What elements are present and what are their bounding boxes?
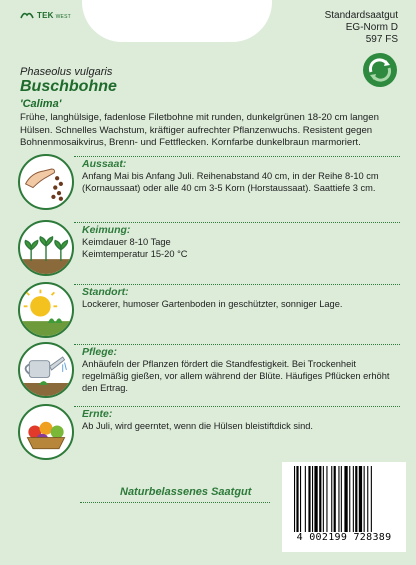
- section-text: Keimdauer 8-10 Tage Keimtemperatur 15-20 °C: [82, 237, 188, 259]
- green-dot-recycling-icon: [362, 52, 398, 88]
- barcode-bar: [344, 466, 347, 532]
- product-name: Buschbohne: [20, 78, 117, 95]
- section-divider: [74, 222, 400, 223]
- section-text: Anfang Mai bis Anfang Juli. Reihenabstand 40 cm, in der Reihe 8-10 cm (Kornaussaat) oder alle 40 cm 3-5 Korn (Horstaussaat). Saattiefe 3 cm.: [82, 171, 379, 193]
- section-text: Lockerer, humoser Gartenboden in geschützter, sonniger Lage.: [82, 299, 343, 309]
- barcode-bar: [308, 466, 310, 532]
- tagline: Naturbelassenes Saatgut: [120, 486, 252, 498]
- section-divider: [74, 156, 400, 157]
- barcode-bar: [355, 466, 357, 532]
- product-description: Frühe, langhülsige, fadenlose Filetbohne mit runden, dunkelgrünen 18-20 cm langen Hülsen. Schnelles Wachstum, kräftiger aufrechter Pflanzenwuchs. Resistent gegen Bohnenmosaikvirus, Brenn- und Fettflecken. Kornfarbe dunkelbraun marmoriert.: [20, 112, 379, 148]
- barcode-bar: [349, 466, 350, 532]
- section-heading: Aussaat:: [82, 158, 127, 170]
- standard-line-3: 597 FS: [365, 34, 398, 45]
- brand-name: TEK WEST: [37, 10, 71, 20]
- standard-info: [325, 10, 398, 46]
- barcode-bar: [367, 466, 368, 532]
- brand-logo: [20, 10, 71, 20]
- barcode-bar: [341, 466, 342, 532]
- sun-location-icon: [18, 282, 74, 338]
- barcode-bars: [294, 466, 400, 532]
- section-heading: Ernte:: [82, 408, 113, 420]
- section-divider: [74, 406, 400, 407]
- section-divider: [74, 344, 400, 345]
- section-heading: Keimung:: [82, 224, 131, 236]
- tekwest-logo-icon: [20, 10, 34, 20]
- section-heading: Pflege:: [82, 346, 118, 358]
- barcode-bar: [305, 466, 306, 532]
- barcode-bar: [300, 466, 301, 532]
- barcode: [282, 462, 406, 552]
- seedlings-icon: [18, 220, 74, 276]
- section-text: Ab Juli, wird geerntet, wenn die Hülsen bleistiftdick sind.: [82, 421, 313, 431]
- barcode-number: 4 002199 728389: [296, 532, 392, 543]
- section-pflege: [18, 342, 400, 398]
- barcode-bar: [338, 466, 339, 532]
- barcode-bar: [323, 466, 324, 532]
- variety-name: 'Calima': [20, 98, 62, 110]
- section-divider: [74, 284, 400, 285]
- latin-name: Phaseolus vulgaris: [20, 66, 113, 78]
- tagline-divider: [80, 502, 270, 503]
- seed-sowing-icon: [18, 154, 74, 210]
- barcode-bar: [331, 466, 332, 532]
- section-ernte: [18, 404, 400, 460]
- barcode-bar: [353, 466, 354, 532]
- barcode-bar: [312, 466, 313, 532]
- watering-can-icon: [18, 342, 74, 398]
- section-aussaat: [18, 154, 400, 210]
- standard-line-2: EG-Norm D: [345, 22, 398, 33]
- barcode-bar: [359, 466, 362, 532]
- barcode-bar: [371, 466, 372, 532]
- section-standort: [18, 282, 400, 338]
- barcode-bar: [334, 466, 336, 532]
- barcode-bar: [294, 466, 295, 532]
- section-text: Anhäufeln der Pflanzen fördert die Standfestigkeit. Bei Trockenheit regelmäßig gießen, vor allem während der Blüte. Häufiges Pflücken erhöht den Ertrag.: [82, 359, 390, 393]
- harvest-basket-icon: [18, 404, 74, 460]
- standard-line-1: Standardsaatgut: [324, 10, 398, 21]
- barcode-bar: [296, 466, 298, 532]
- barcode-bar: [314, 466, 317, 532]
- hanging-tab: [82, 0, 272, 42]
- section-keimung: [18, 220, 400, 276]
- barcode-bar: [326, 466, 327, 532]
- section-heading: Standort:: [82, 286, 129, 298]
- barcode-bar: [364, 466, 365, 532]
- barcode-bar: [319, 466, 321, 532]
